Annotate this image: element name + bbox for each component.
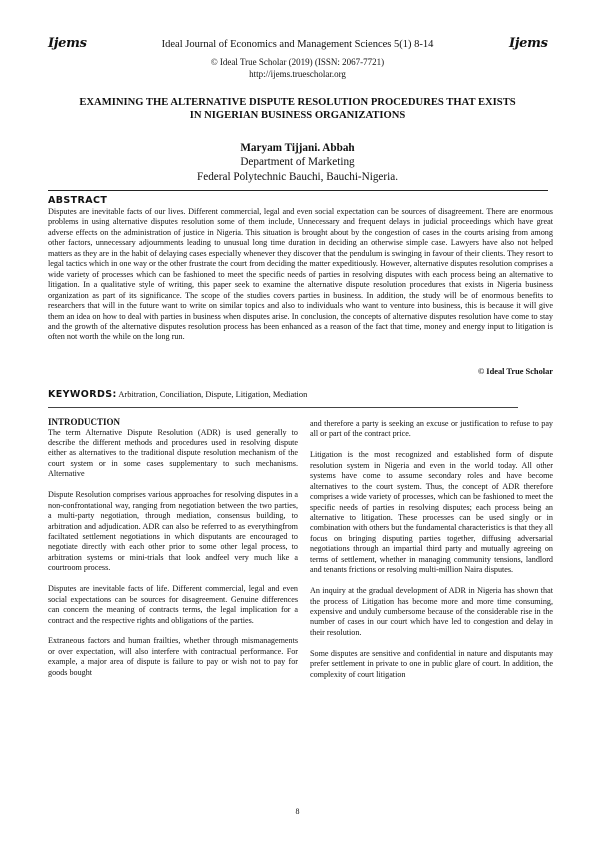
author-block <box>0 141 595 184</box>
keywords-list: Arbitration, Conciliation, Dispute, Litigation, Mediation <box>118 390 308 399</box>
intro-paragraph-3: Disputes are inevitable facts of life. Different commercial, legal and even social expectations can be sources for disagreement. Genuine differences can concern the meaning of contracts terms, the legal implication for a contract and the respective rights and obligations of the parties. <box>48 584 298 625</box>
keywords-heading: KEYWORDS: <box>48 389 117 400</box>
abstract-divider <box>48 190 548 191</box>
intro-paragraph-2: Dispute Resolution comprises various approaches for resolving disputes in a non-confrontational way, ranging from negotiation between the two parties, a multi-party negotiation, through mediation, consensus building, to arbitration and adjudication. ADR can also be referred to as everythingfrom faciltated settlement negotiations in which disputants are encouraged to negotiate directly with each other prior to some other legal process, to arbitration systems or mini-trials that look andfeel very much like a courtroom process. <box>48 490 298 573</box>
title-line-1: EXAMINING THE ALTERNATIVE DISPUTE RESOLUTION PROCEDURES THAT EXISTS <box>79 97 516 108</box>
author-department: Department of Marketing <box>240 156 355 169</box>
journal-logo-right: Ijems <box>509 36 548 51</box>
abstract-body: Disputes are inevitable facts of our lives. Different commercial, legal and even social expectation can be sources of disagreement. There are enormous problems in using alternative disputes resolution some of them include, Unnecessary and frequent delays in judicial proceedings which have great adverse effects on the administration of justice in Nigeria. This situation is brought about by the congestion of cases in the courts arising from among other factors, unnecessary adjournments leading to unusual long time duration in deciding an otherwise simple case. Lawyers have also not helped matters as they are in the habit of delaying cases especially whenever they discover that the pendulum is swinging in favour of their clients. They resort to legal tactics which in one way or the other frustrate the court from deciding the matter expeditiously. However, alternative disputes resolution comprises a wide variety of processes which can be fashioned to meet the specific needs of parties in resolving disputes with each process being an alternative to litigation. In a qualitative style of writing, this paper seek to examine the alternative dispute resolution procedures that exists in Nigeria business organization as part of its significance. The scope of the studies covers parties in business. In addition, the study will be of enormous benefits to researchers that will in the future want to write on similar topics and also to individuals who want to venture into business, this is because it will give them an idea on how to deal with parties in business when disputes arise. In conclusion, the concepts of alternative disputes resolution have come to stay and the growth of the alternative disputes resolution process has been enhanced as a reason of the fact that time, money and energy input to litigation is often not worth the while on the long run. <box>48 207 553 342</box>
author-name: Maryam Tijjani. Abbah <box>240 142 355 154</box>
journal-logo-left: Ijems <box>48 36 87 51</box>
intro-paragraph-6: Litigation is the most recognized and established form of dispute resolution system in Nigeria and even in the world today. All other systems have come to assume secondary roles and have become alternatives to the court system. Thus, the concept of ADR therefore comprises a wide variety of processes, which can be fashioned to meet the specific needs of parties in resolving disputes; each process being an alternative to litigation. These processes can be used singly or in combination with others but the fundamental characteristics is that they all focus on bringing disputing parties together, diffusing adversarial negotiations through an impartial third party and mutually agreeing on terms of settlement, whether in managing community tensions, landlord and tenants frictions or resolving multi-million Naira disputes. <box>310 450 553 575</box>
copyright-line: © Ideal True Scholar (2019) (ISSN: 2067-7721) <box>210 57 385 67</box>
column-right <box>310 419 553 691</box>
column-left <box>48 417 298 689</box>
keywords-block <box>48 389 553 400</box>
author-institution: Federal Polytechnic Bauchi, Bauchi-Nigeria. <box>197 170 398 183</box>
publication-info <box>0 56 595 80</box>
intro-paragraph-8: Some disputes are sensitive and confidential in nature and disputants may prefer settlement in private to one in public glare of court. In addition, the complexity of court litigation <box>310 648 553 679</box>
intro-paragraph-1: The term Alternative Dispute Resolution (ADR) is used generally to describe the different methods and procedures used in resolving dispute either as alternatives to the traditional dispute resolution mechanism of the court system or in some cases supplementary to such mechanisms. Alternative <box>48 427 298 479</box>
journal-citation: Ideal Journal of Economics and Management Sciences 5(1) 8-14 <box>161 39 434 50</box>
running-header <box>0 36 595 54</box>
title-line-2: IN NIGERIAN BUSINESS ORGANIZATIONS <box>189 110 406 121</box>
intro-paragraph-7: An inquiry at the gradual development of ADR in Nigeria has shown that the process of Litigation has become more and more time consuming, expensive and unduly cumbersome because of the considerable rise in the number of cases in our court which have led to congestion and delay in their resolution. <box>310 586 553 637</box>
paper-title <box>70 96 525 122</box>
intro-paragraph-4: Extraneous factors and human frailties, whether through mismanagements or over expectation, will also interfere with contractual performance. For example, a major area of dispute is failure to pay or wish not to pay for goods bought <box>48 636 298 677</box>
intro-paragraph-5: and therefore a party is seeking an excuse or justification to refuse to pay all or part of the contract price. <box>310 419 553 439</box>
page-number: 8 <box>295 807 300 816</box>
abstract-copyright: © Ideal True Scholar <box>477 367 553 376</box>
keywords-divider <box>48 407 518 408</box>
abstract-heading: ABSTRACT <box>48 195 108 206</box>
introduction-heading: INTRODUCTION <box>48 417 121 427</box>
journal-url[interactable]: http://ijems.truescholar.org <box>249 69 346 79</box>
